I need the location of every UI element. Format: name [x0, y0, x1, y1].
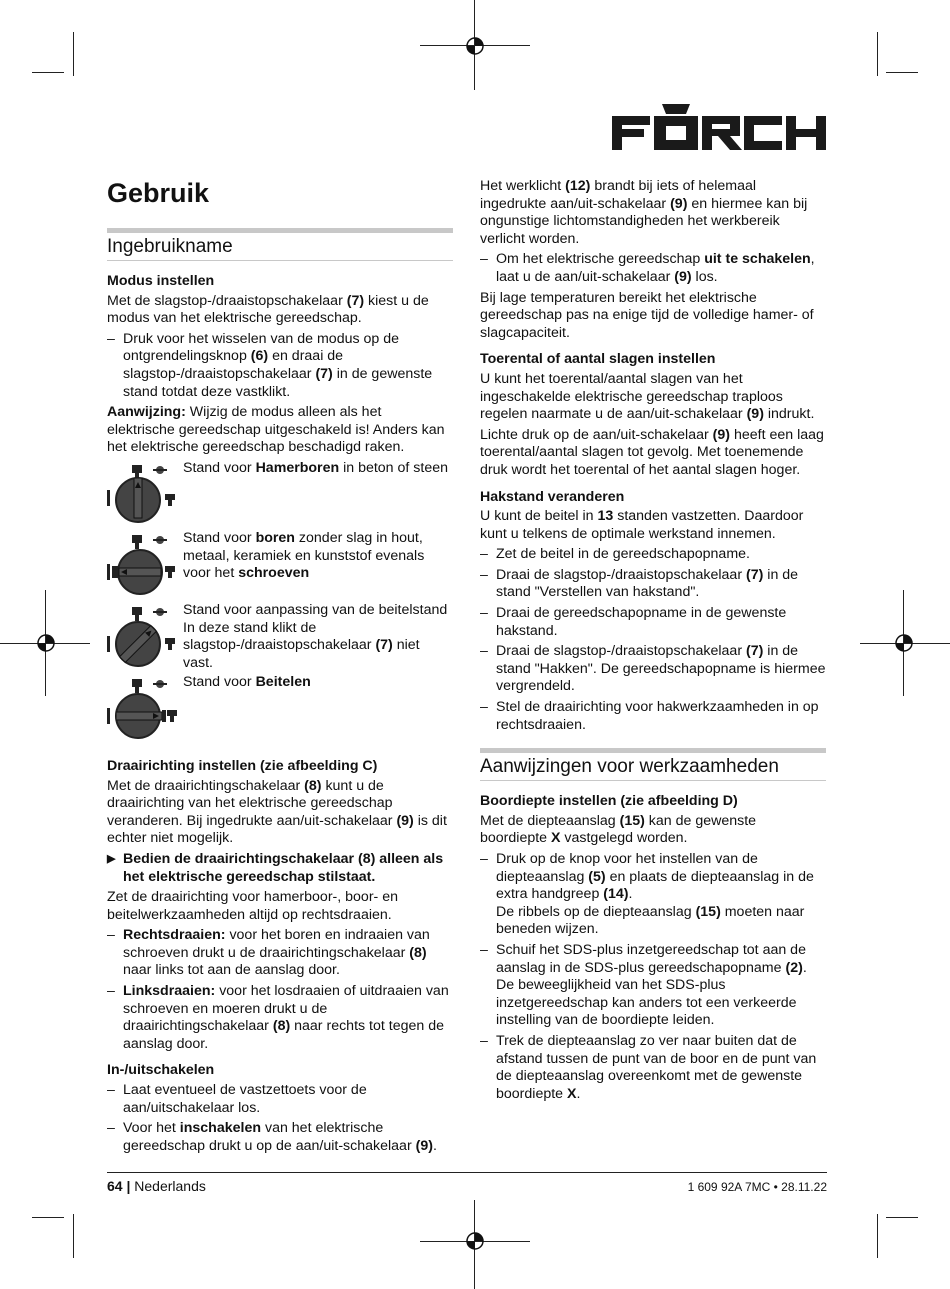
crop-mark [32, 72, 64, 73]
list-item: – Draai de slagstop-/draaistopschakelaar (7) in de stand "Hakken". De gereedschapopname is hiermee vergrendeld. [480, 643, 826, 695]
note: Aanwijzing: Wijzig de modus alleen als het elektrische gereedschap uitgeschakeld is! Anders kan het elektrische gereedschap beschadigd raken. [107, 404, 445, 456]
crop-mark [32, 1217, 64, 1218]
list-item: – Druk voor het wisselen van de modus op de ontgrendelingsknop (6) en draai de slagstop-/draaistopschakelaar (7) in de gewenste stand totdat deze vastklikt. [107, 330, 433, 400]
crop-mark [877, 1214, 878, 1258]
mode-description: Stand voor boren zonder slag in hout, metaal, keramiek en kunststof evenals voor het schroeven [183, 529, 425, 582]
right-column [480, 178, 826, 1106]
mode-description: Stand voor aanpassing van de beitelstand In deze stand klikt de slagstop-/draaistopschakelaar (7) niet vast. [183, 601, 448, 671]
list-item: – Rechtsdraaien: voor het boren en indraaien van schroeven drukt u de draairichtingschakelaar (8) naar links tot aan de aanslag door. [107, 927, 430, 979]
mode-dial-drill-icon [107, 530, 183, 600]
footer-rule [107, 1172, 827, 1173]
subheading: Boordiepte instellen (zie afbeelding D) [480, 793, 738, 810]
section-heading: Aanwijzingen voor werkzaamheden [480, 748, 826, 781]
list-item: – Druk op de knop voor het instellen van de diepteaanslag (5) en plaats de diepteaanslag in de extra handgreep (14). De ribbels op de diepteaanslag (15) moeten naar beneden wijzen. [480, 851, 814, 938]
section-heading: Ingebruikname [107, 228, 453, 261]
list-item: – Voor het inschakelen van het elektrische gereedschap drukt u op de aan/uit-schakelaar (9). [107, 1120, 437, 1154]
registration-mark-icon [35, 632, 57, 654]
subheading: Draairichting instellen (zie afbeelding C) [107, 757, 378, 774]
mode-dial-chisel-adjust-icon [107, 602, 183, 672]
crop-mark [877, 32, 878, 76]
page-title: Gebruik [107, 178, 210, 208]
crop-mark [886, 1217, 918, 1218]
paragraph: Zet de draairichting voor hamerboor-, boor- en beitelwerkzaamheden altijd op rechtsdraaien. [107, 889, 398, 923]
subheading: Toerental of aantal slagen instellen [480, 351, 716, 368]
mode-dial-hammer-drill-icon [107, 460, 183, 530]
paragraph: Het werklicht (12) brandt bij iets of helemaal ingedrukte aan/uit-schakelaar (9) en hiermee kan bij ongunstige lichtomstandigheden het werkbereik verlicht worden. [480, 178, 808, 247]
list-item: – Trek de diepteaanslag zo ver naar buiten dat de afstand tussen de punt van de boor en de punt van de diepteaanslag overeenkomt met de gewenste boordiepte X. [480, 1032, 817, 1102]
mode-description: Stand voor Hamerboren in beton of steen [183, 459, 448, 476]
registration-mark-icon [464, 35, 486, 57]
list-item: – Laat eventueel de vastzettoets voor de aan/uitschakelaar los. [107, 1082, 367, 1116]
paragraph: U kunt de beitel in 13 standen vastzetten. Daardoor kunt u telkens de optimale werkstand innemen. [480, 508, 804, 542]
forch-logo [612, 102, 826, 152]
paragraph: U kunt het toerental/aantal slagen van het ingeschakelde elektrische gereedschap traploos regelen naarmate u de aan/uit-schakelaar (9) indrukt. [480, 370, 815, 423]
footer-page: 64 | Nederlands [107, 1178, 206, 1194]
registration-mark-icon [464, 1230, 486, 1252]
list-item: – Om het elektrische gereedschap uit te schakelen, laat u de aan/uit-schakelaar (9) los. [480, 251, 815, 285]
list-item: – Stel de draairichting voor hakwerkzaamheden in op rechtsdraaien. [480, 699, 819, 733]
mode-boren [107, 530, 453, 602]
mode-dial-chisel-icon [107, 674, 183, 744]
logo-text: FÖRCH [612, 102, 616, 103]
subheading: Hakstand veranderen [480, 488, 625, 505]
crop-mark [73, 1214, 74, 1258]
mode-beitelen [107, 674, 453, 748]
paragraph: Met de diepteaanslag (15) kan de gewenste boordiepte X vastgelegd worden. [480, 812, 757, 847]
list-item: – Zet de beitel in de gereedschapopname. [480, 546, 750, 563]
paragraph: Bij lage temperaturen bereikt het elektrische gereedschap pas na enige tijd de volledige hamer- of slagcapaciteit. [480, 289, 814, 341]
mode-beitelstand [107, 602, 453, 674]
registration-mark-icon [893, 632, 915, 654]
warning-item: ▶ Bedien de draairichtingschakelaar (8) alleen als het elektrische gereedschap stilstaat. [107, 850, 444, 885]
paragraph: Met de slagstop-/draaistopschakelaar (7) kiest u de modus van het elektrische gereedschap. [107, 292, 429, 327]
subheading: In-/uitschakelen [107, 1062, 215, 1079]
crop-mark [73, 32, 74, 76]
paragraph: Met de draairichtingschakelaar (8) kunt u de draairichting van het elektrische gereedschap veranderen. Bij ingedrukte aan/uit-schakelaar (9) is dit echter niet mogelijk. [107, 777, 447, 847]
list-item: – Draai de slagstop-/draaistopschakelaar (7) in de stand "Verstellen van hakstand". [480, 566, 799, 601]
mode-description: Stand voor Beitelen [183, 673, 311, 690]
subheading: Modus instellen [107, 273, 215, 289]
left-column [107, 178, 453, 1158]
list-item: – Schuif het SDS-plus inzetgereedschap tot aan de aanslag in de SDS-plus gereedschapopname (2). De beweeglijkheid van het SDS-plus inzetgereedschap kan anders tot een verkeerde instelling van de boordiepte leiden. [480, 941, 807, 1029]
crop-mark [886, 72, 918, 73]
mode-hamerboren [107, 460, 453, 530]
list-item: – Draai de gereedschapopname in de gewenste hakstand. [480, 605, 787, 639]
list-item: – Linksdraaien: voor het losdraaien of uitdraaien van schroeven en moeren drukt u de draairichtingschakelaar (8) naar rechts tot tegen de aanslag door. [107, 983, 449, 1052]
paragraph: Lichte druk op de aan/uit-schakelaar (9) heeft een laag toerental/aantal slagen tot gevolg. Met toenemende druk wordt het toerental of het aantal slagen hoger. [480, 426, 824, 478]
footer-code: 1 609 92A 7MC • 28.11.22 [687, 1180, 827, 1194]
